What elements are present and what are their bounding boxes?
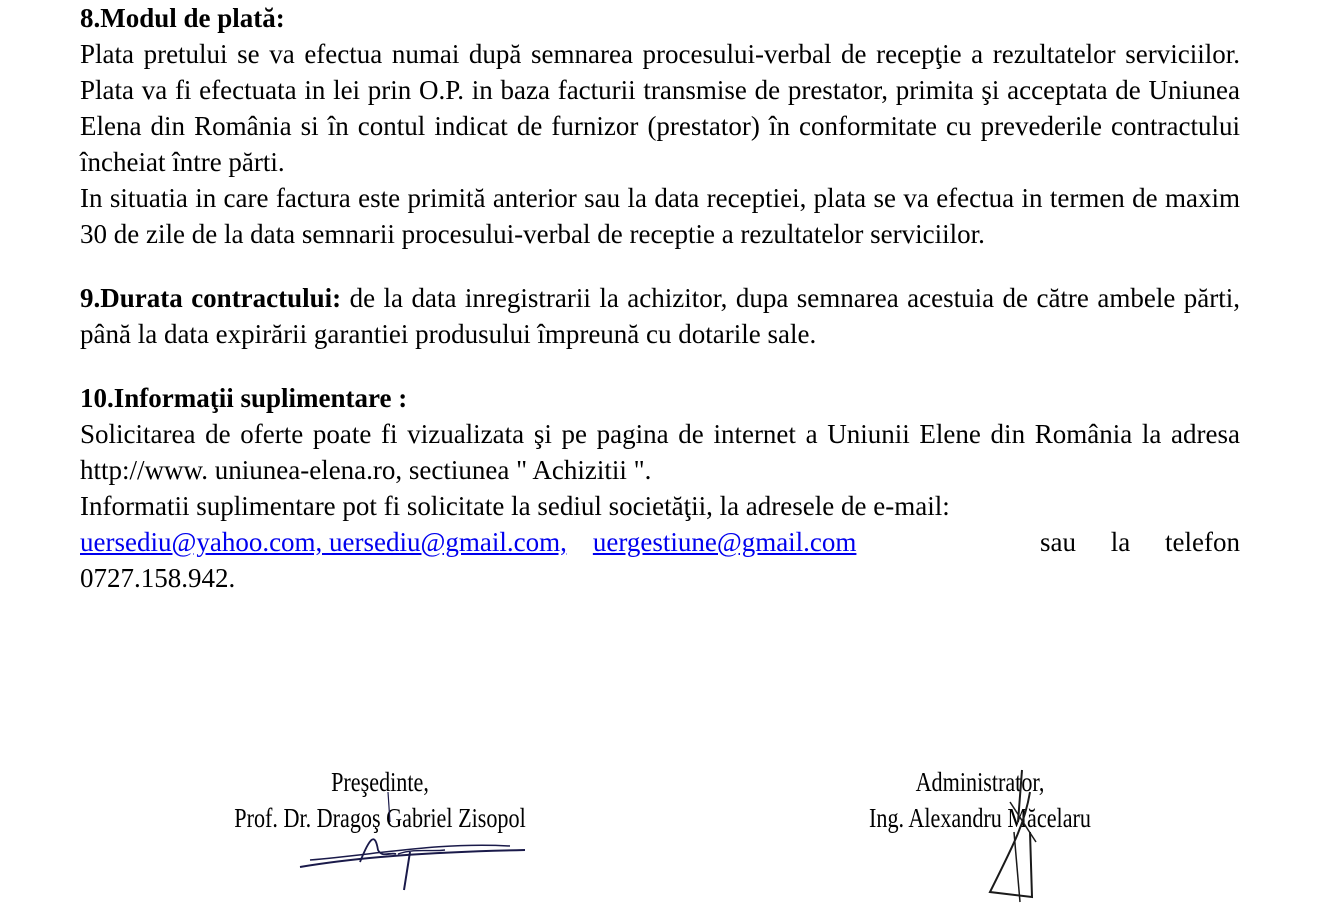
word-la: la (1110, 527, 1131, 557)
president-name: Prof. Dr. Dragoş Gabriel Zisopol (234, 803, 526, 833)
spacer (80, 352, 1240, 380)
administrator-name: Ing. Alexandru Măcelaru (869, 803, 1091, 833)
section-9-text: de la data inregistrarii la achizitor, dupa semnarea acestuia de către ambele părti, până la data expirării garantiei produsului împreună cu dotarile sale. (80, 283, 1240, 349)
word-sau: sau (1040, 527, 1076, 557)
section-10-paragraph-1: Solicitarea de oferte poate fi vizualizata şi pe pagina de internet a Uniunii Elene din România la adresa http://www. uniunea-elena.ro, sectiunea " Achizitii ". (80, 419, 1240, 485)
section-10-heading: 10.Informaţii suplimentare : (80, 383, 408, 413)
word-telefon: telefon (1165, 527, 1240, 557)
spacer (80, 252, 1240, 280)
administrator-signature-scribble (970, 762, 1060, 912)
president-title: Preşedinte, (331, 767, 429, 797)
section-10-paragraph-2: Informatii suplimentare pot fi solicitate la sediul societăţii, la adresele de e-mail: (80, 491, 950, 521)
phone-number: 0727.158.942. (80, 563, 236, 593)
section-9-heading: 9.Durata contractului: (80, 283, 342, 313)
email-line (80, 524, 1240, 560)
administrator-title: Administrator, (915, 767, 1045, 797)
section-duration (80, 280, 1240, 352)
section-info (80, 380, 1240, 596)
president-signature-scribble (270, 762, 550, 902)
section-8-paragraph-1: Plata pretului se va efectua numai după semnarea procesului-verbal de recepţie a rezultatelor serviciilor. Plata va fi efectuata in lei prin O.P. in baza facturii transmise de prestator, primita şi acceptata de Uniunea Elena din România si în contul indicat de furnizor (prestator) în conformitate cu prevederile contractului încheiat între părti. (80, 39, 1240, 177)
document-page (80, 0, 1240, 596)
phone-lead (1040, 524, 1240, 560)
email-links (80, 524, 856, 560)
section-9-paragraph (80, 280, 1240, 352)
section-8-paragraph-2: In situatia in care factura este primită anterior sau la data receptiei, plata se va efectua in termen de maxim 30 de zile de la data semnarii procesului-verbal de receptie a rezultatelor serviciilor. (80, 183, 1240, 249)
section-8-heading: 8.Modul de plată: (80, 3, 285, 33)
email-link-sediu[interactable]: uersediu@yahoo.com, uersediu@gmail.com, (80, 527, 567, 557)
section-payment (80, 0, 1240, 252)
email-link-gestiune[interactable]: uergestiune@gmail.com (592, 527, 857, 557)
